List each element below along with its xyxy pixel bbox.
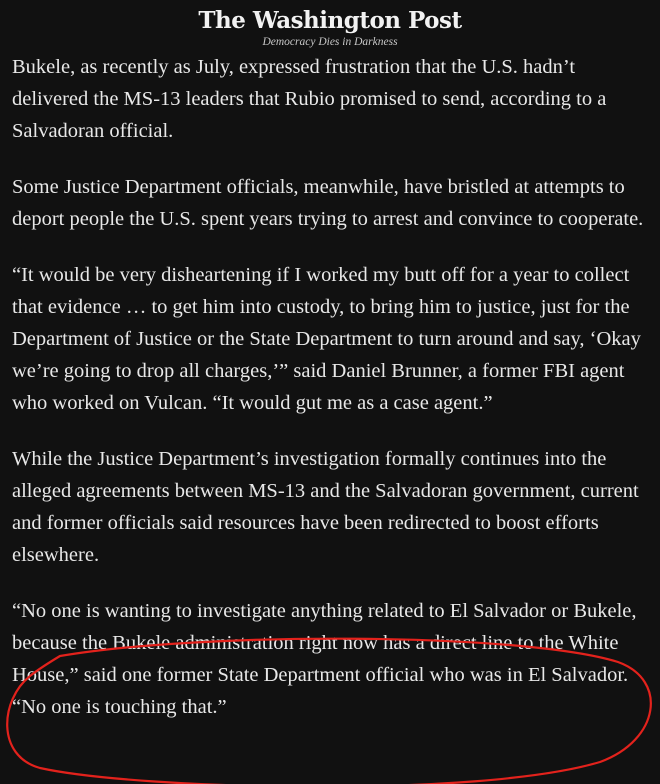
article-body [12, 51, 656, 747]
masthead-tagline: Democracy Dies in Darkness [262, 36, 398, 48]
article-paragraph-1: Bukele, as recently as July, expressed frustration that the U.S. hadn’t delivered the MS-13 leaders that Rubio promised to send, according to a Salvadoran official. [12, 56, 607, 142]
article-paragraph-4: While the Justice Department’s investigation formally continues into the alleged agreements between MS-13 and the Salvadoran government, current and former officials said resources have been redirected to boost efforts elsewhere. [12, 448, 639, 566]
article-paragraph-5: “No one is wanting to investigate anything related to El Salvador or Bukele, because the Bukele administration right now has a direct line to the White House,” said one former State Department official who was in El Salvador. “No one is touching that.” [12, 600, 637, 718]
article-paragraph-2: Some Justice Department officials, meanwhile, have bristled at attempts to deport people the U.S. spent years trying to arrest and convince to cooperate. [12, 176, 644, 230]
washington-post-logo[interactable]: The Washington Post [198, 7, 462, 34]
masthead [0, 0, 660, 54]
article-paragraph-3: “It would be very disheartening if I worked my butt off for a year to collect that evidence … to get him into custody, to bring him to justice, just for the Department of Justice or the State Department to turn around and say, ‘Okay we’re going to drop all charges,’” said Daniel Brunner, a former FBI agent who worked on Vulcan. “It would gut me as a case agent.” [12, 264, 641, 414]
